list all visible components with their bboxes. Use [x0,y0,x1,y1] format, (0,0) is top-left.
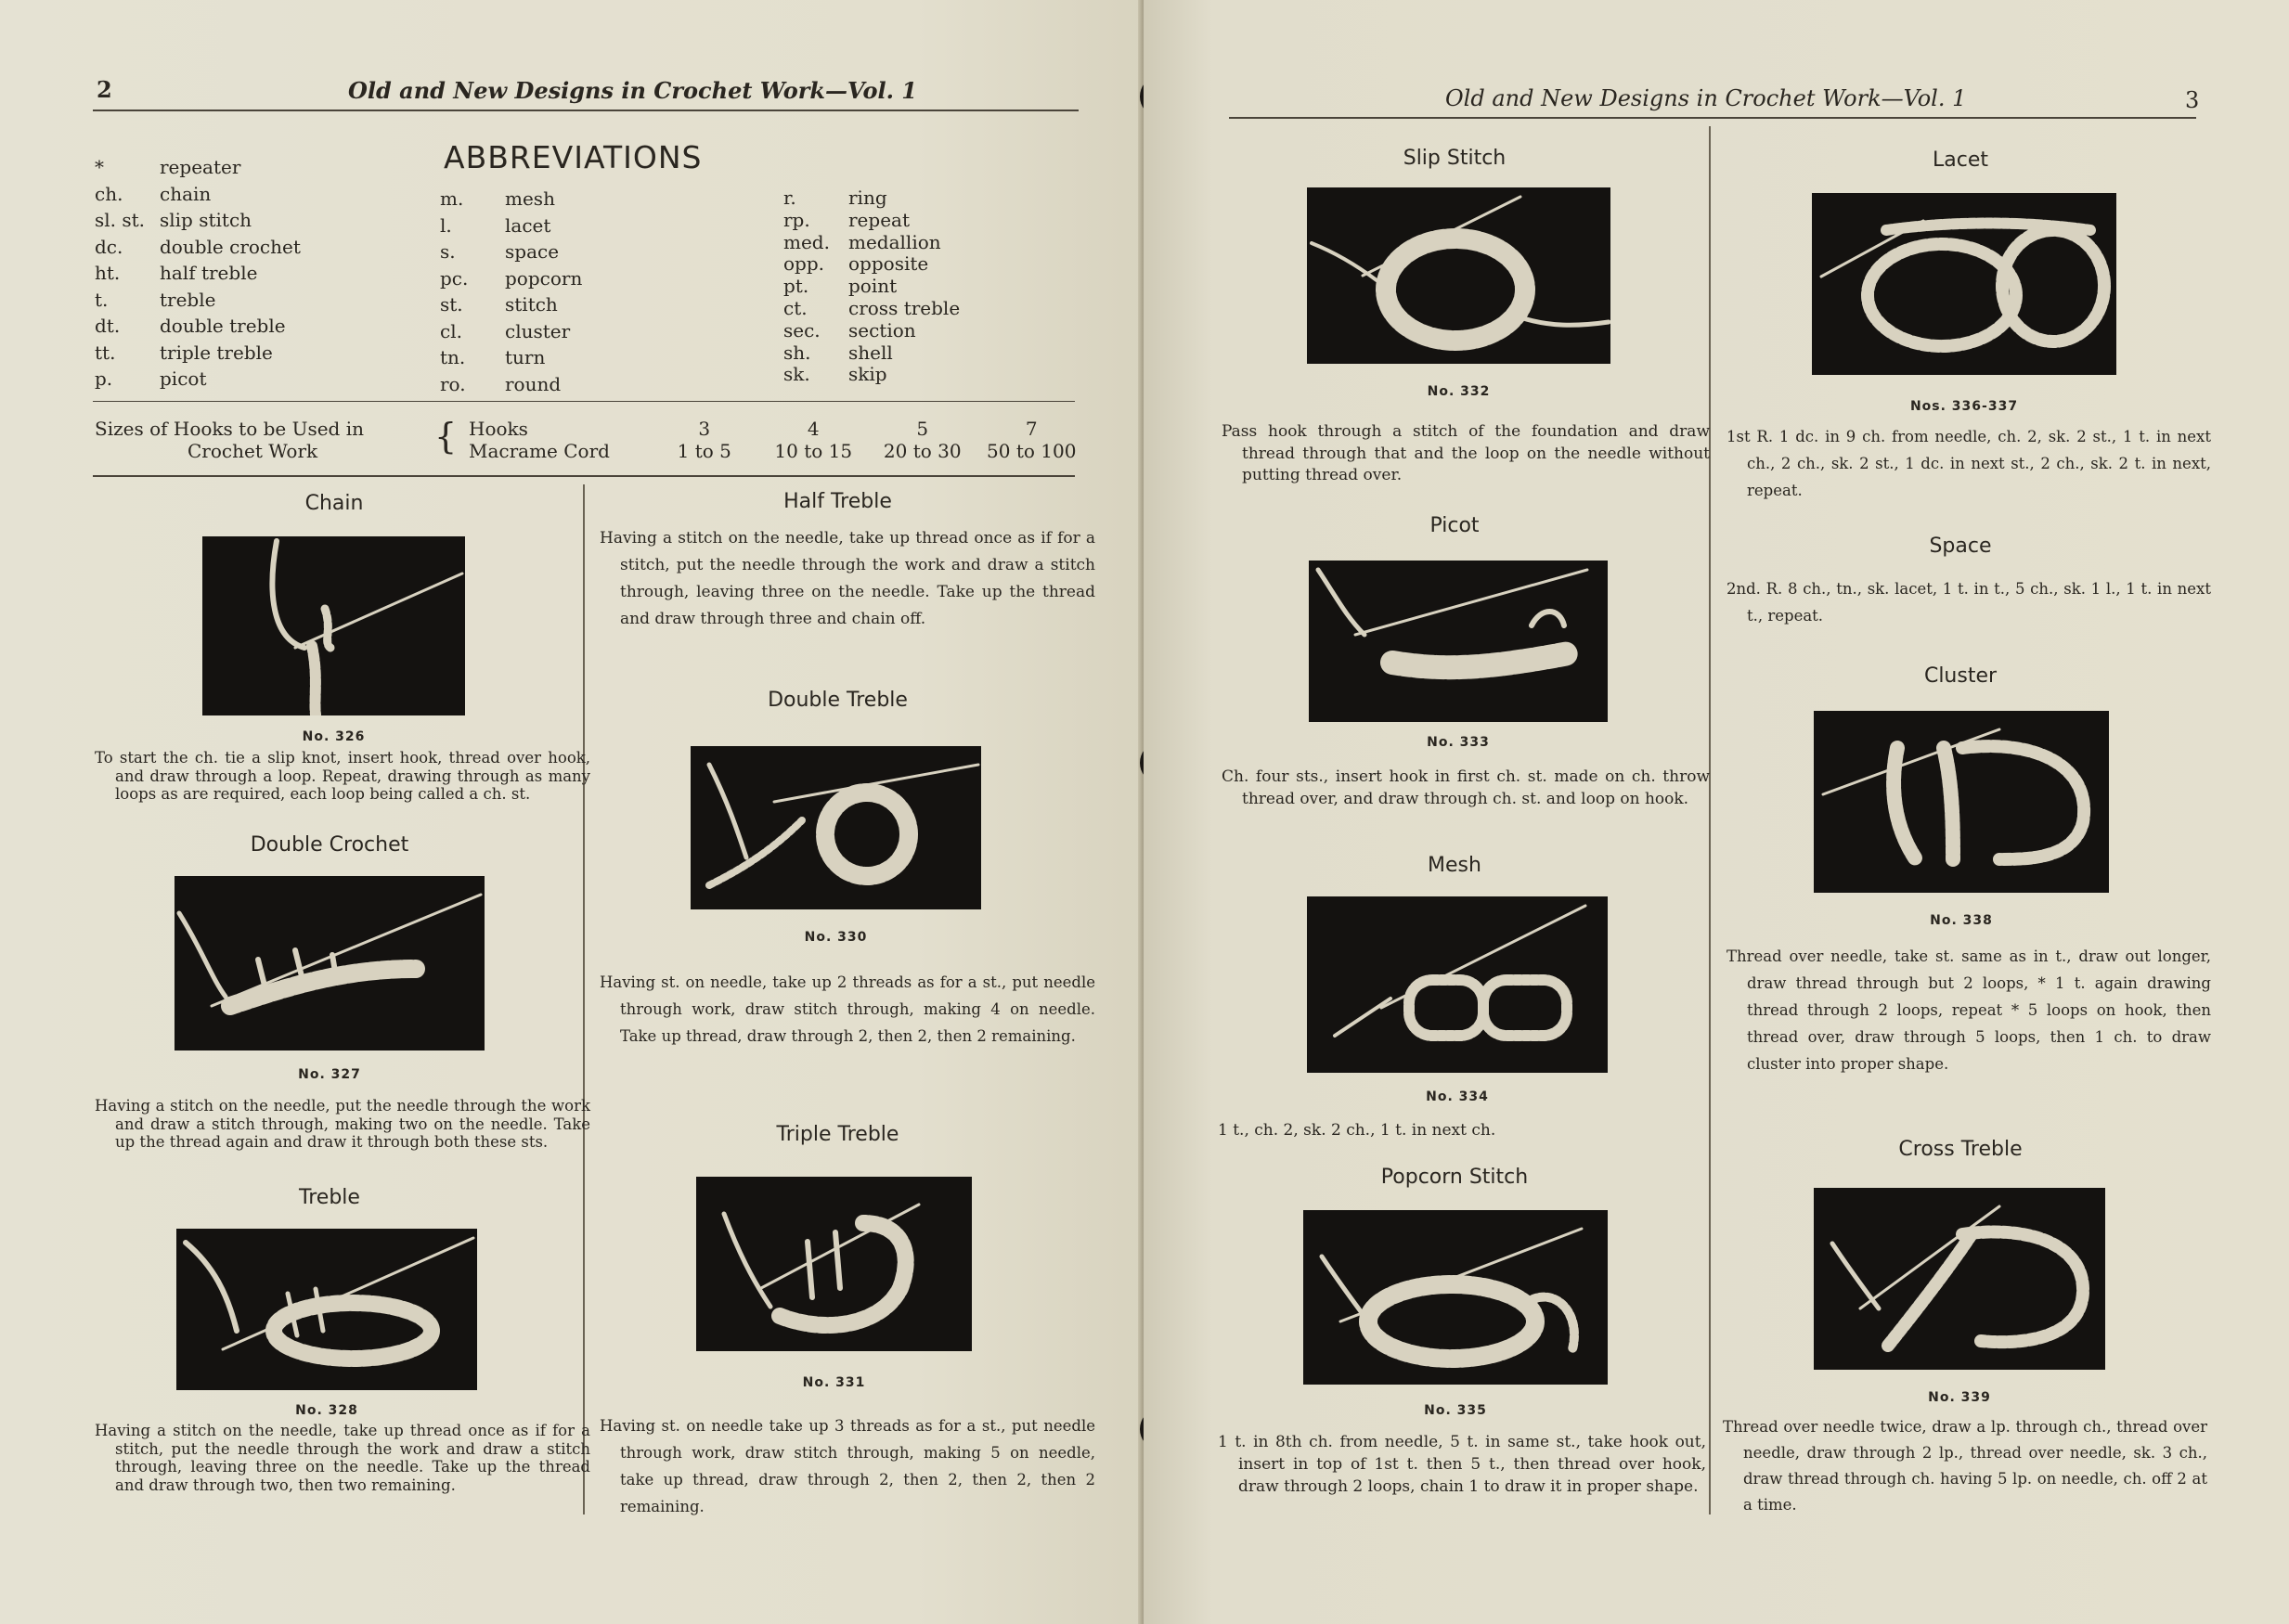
text-double-crochet: Having a stitch on the needle, put the needle through the work and draw a stitch through, making two on the needle. Take up the thread again and draw it through both these sts. [95,1097,590,1151]
caption-lacet: Nos. 336-337 [1909,399,2019,414]
sizes-brace: { [434,416,458,457]
caption-cross-treble: No. 339 [1928,1390,1991,1405]
caption-triple-treble: No. 331 [802,1375,866,1390]
abbreviation-row: sec. section [783,318,916,342]
running-head-left: Old and New Designs in Crochet Work—Vol. 1 [348,77,918,104]
abbreviation-row: pt. point [783,275,898,298]
column-divider-right [1709,126,1711,1514]
abbreviation-row: r. ring [783,187,887,209]
abbreviation-row: rp. repeat [783,208,910,231]
caption-double-treble: No. 330 [804,930,868,945]
abbreviation-row: sl. st. slip stitch [95,209,252,231]
abbreviation-row: cl. cluster [440,319,571,342]
photo-cluster [1814,711,2109,893]
macrame-cord-values: 1 to 5 10 to 15 20 to 30 50 to 100 [677,440,1077,462]
abbreviation-row: dc. double crochet [95,235,301,258]
text-treble: Having a stitch on the needle, take up thread once as if for a stitch, put the needle through the work and draw a stitch through, leaving three on the needle. Take up the thread and draw through two, then two remaining. [95,1422,590,1494]
text-picot: Ch. four sts., insert hook in first ch. st. made on ch. throw thread over, and draw through ch. st. and loop on hook. [1222,767,1710,808]
heading-half-treble: Half Treble [783,490,892,513]
hook-sizes-label: Sizes of Hooks to be Used in Crochet Work [95,418,364,462]
abbreviation-row: tn. turn [440,346,546,368]
text-double-treble: Having st. on needle, take up 2 threads as for a st., put needle through work, draw stitch through, making 4 on needle. Take up thread, draw through 2, then 2, then 2 remaining. [600,973,1095,1045]
caption-cluster: No. 338 [1930,913,1993,928]
heading-popcorn-stitch: Popcorn Stitch [1380,1166,1529,1189]
heading-space: Space [1929,535,1992,558]
photo-cross-treble [1814,1188,2105,1370]
crochet-swatch-image [175,876,485,1050]
hooks-values: 3 4 5 7 [698,418,1038,440]
text-cross-treble: Thread over needle twice, draw a lp. through ch., thread over needle, draw through 2 lp., thread over needle, sk. 3 ch., draw thread through ch. having 5 lp. on needle, ch. off 2 at a time. [1723,1418,2207,1514]
text-slip-stitch: Pass hook through a stitch of the foundation and draw thread through that and the loop on the needle without putting thread over. [1222,422,1710,484]
photo-slip-stitch [1307,187,1610,364]
column-divider-left [583,484,585,1514]
crochet-swatch-image [696,1177,972,1351]
photo-lacet [1812,193,2116,375]
photo-treble [176,1229,477,1390]
crochet-swatch-image [1814,711,2109,893]
heading-slip-stitch: Slip Stitch [1403,147,1507,170]
crochet-swatch-image [202,536,465,715]
photo-mesh [1307,896,1608,1073]
left-page [0,0,1144,1624]
crochet-swatch-image [691,746,981,909]
sizes-row-labels [469,418,610,462]
abbreviation-row: tt. triple treble [95,341,273,364]
crochet-swatch-image [1303,1210,1608,1385]
heading-double-treble: Double Treble [768,689,908,712]
text-popcorn-stitch: 1 t. in 8th ch. from needle, 5 t. in same st., take hook out, insert in top of 1st t. then 5 t., then thread over hook, draw through 2 loops, chain 1 to draw it in proper shape. [1218,1433,1706,1496]
abbreviation-row: ro. round [440,372,562,395]
crochet-swatch-image [176,1229,477,1390]
abbreviation-row: pc. popcorn [440,266,583,290]
abbreviation-row: opp. opposite [783,252,929,276]
caption-double-crochet: No. 327 [298,1067,361,1082]
right-page [1144,0,2289,1624]
abbreviation-row: dt. double treble [95,315,286,337]
sizes-values [650,418,1086,462]
caption-chain: No. 326 [302,729,366,744]
heading-triple-treble: Triple Treble [776,1123,899,1146]
photo-chain [202,536,465,715]
abbreviation-row: sh. shell [783,341,893,364]
abbreviation-row: * repeater [95,156,241,178]
crochet-swatch-image [1307,896,1608,1073]
heading-chain: Chain [304,492,364,515]
abbreviation-column-1 [95,154,301,393]
crochet-swatch-image [1309,561,1608,722]
heading-double-crochet: Double Crochet [250,833,409,857]
abbreviation-row: ct. cross treble [783,296,961,319]
photo-triple-treble [696,1177,972,1351]
hooks-label: Hooks [469,418,528,440]
abbreviation-row: m. mesh [440,187,555,210]
abbreviation-row: p. picot [95,367,207,390]
heading-picot: Picot [1429,514,1480,537]
text-triple-treble: Having st. on needle take up 3 threads as for a st., put needle through work, draw stitch through, making 5 on needle, take up thread, draw through 2, then 2, then 2, then 2 remaining. [600,1417,1095,1515]
text-chain: To start the ch. tie a slip knot, insert hook, thread over hook, and draw through a loop. Repeat, drawing through as many loops as are required, each loop being called a ch. st. [95,749,590,803]
caption-popcorn-stitch: No. 335 [1424,1403,1487,1418]
abbreviation-row: l. lacet [440,213,551,237]
heading-mesh: Mesh [1428,854,1481,877]
abbreviation-row: t. treble [95,288,216,311]
macrame-cord-label: Macrame Cord [469,440,610,462]
text-space: 2nd. R. 8 ch., tn., sk. lacet, 1 t. in t., 5 ch., sk. 1 l., 1 t. in next t., repeat. [1726,580,2211,625]
running-head-right: Old and New Designs in Crochet Work—Vol. 1 [1445,85,1967,111]
photo-popcorn-stitch [1303,1210,1608,1385]
abbreviation-column-2 [440,186,582,397]
abbreviations-title: ABBREVIATIONS [444,139,703,175]
heading-lacet: Lacet [1933,148,1988,172]
abbreviation-row: sk. skip [783,363,887,386]
caption-picot: No. 333 [1427,735,1490,750]
abbreviation-row: s. space [440,240,560,263]
abbreviations-rule [93,401,1075,402]
page-number-right: 3 [2185,87,2200,113]
page-number-left: 2 [97,76,112,103]
header-rule [1229,117,2196,119]
sizes-rule [93,475,1075,477]
text-mesh: 1 t., ch. 2, sk. 2 ch., 1 t. in next ch. [1218,1121,1496,1140]
crochet-swatch-image [1812,193,2116,375]
crochet-swatch-image [1814,1188,2105,1370]
crochet-swatch-image [1307,187,1610,364]
heading-cluster: Cluster [1923,664,1998,688]
photo-double-treble [691,746,981,909]
caption-mesh: No. 334 [1426,1089,1489,1104]
text-cluster: Thread over needle, take st. same as in t., draw out longer, draw thread through but 2 loops, * 1 t. again drawing thread through 2 loops, repeat * 5 loops on hook, then thread over, draw through 5 loops, then 1 ch. to draw cluster into proper shape. [1726,947,2211,1073]
abbreviation-row: st. stitch [440,293,558,316]
abbreviation-row: ht. half treble [95,262,258,284]
text-lacet: 1st R. 1 dc. in 9 ch. from needle, ch. 2, sk. 2 st., 1 t. in next ch., 2 ch., sk. 2 st., 1 dc. in next st., 2 ch., sk. 2 t. in next, repeat. [1726,428,2211,499]
caption-treble: No. 328 [295,1403,358,1418]
heading-treble: Treble [299,1186,360,1209]
abbreviation-row: ch. chain [95,182,212,205]
text-half-treble: Having a stitch on the needle, take up thread once as if for a stitch, put the needle through the work and draw a stitch through, leaving three on the needle. Take up the thread and draw through three and chain off. [600,529,1095,628]
photo-double-crochet [175,876,485,1050]
abbreviation-column-3 [783,187,960,386]
abbreviation-row: med. medallion [783,230,941,253]
photo-picot [1309,561,1608,722]
heading-cross-treble: Cross Treble [1898,1138,2023,1161]
header-rule [93,110,1079,111]
caption-slip-stitch: No. 332 [1427,384,1491,399]
